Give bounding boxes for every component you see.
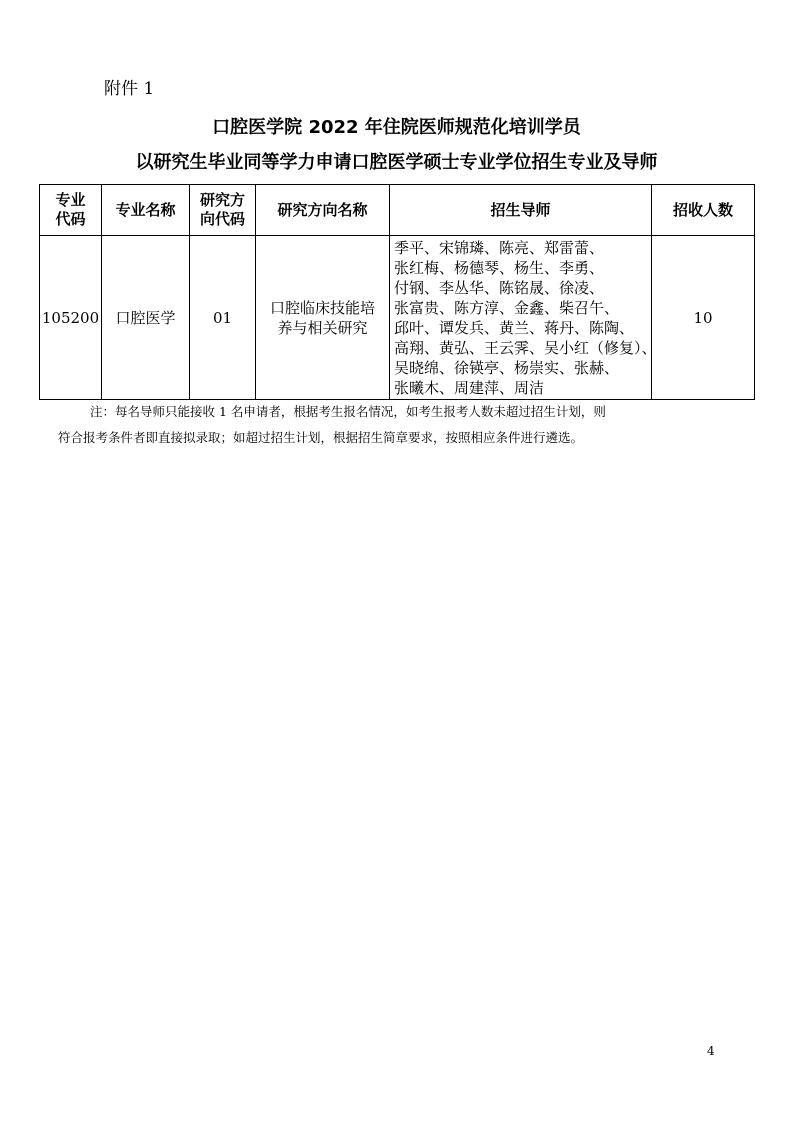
note-line-2: 符合报考条件者即直接拟录取；如超过招生计划，根据招生简章要求，按照相应条件进行遴选。 — [58, 430, 584, 445]
note-line-1: 注：每名导师只能接收 1 名申请者，根据考生报名情况，如考生报考人数未超过招生计划，则 — [90, 404, 606, 419]
mentor-line: 季平、宋锦璘、陈亮、郑雷蕾、 — [394, 238, 605, 257]
mentor-line: 吴晓绵、徐锳亭、杨崇实、张赫、 — [394, 358, 620, 377]
cell-major-code: 105200 — [40, 236, 102, 400]
header-major-code-line-2: 代码 — [55, 210, 86, 228]
table-row — [40, 236, 755, 400]
mentor-line: 张曦木、周建萍、周洁 — [394, 378, 545, 397]
mentor-line: 邱叶、谭发兵、黄兰、蒋丹、陈陶、 — [394, 318, 635, 337]
header-major-code — [40, 185, 102, 236]
enrollment-table — [39, 184, 755, 400]
direction-name-line-2: 养与相关研究 — [277, 318, 368, 337]
mentor-line: 张富贵、陈方淳、金鑫、柴召午、 — [394, 298, 620, 317]
header-direction-code-line-2: 向代码 — [199, 210, 245, 228]
page-number: 4 — [707, 1044, 715, 1058]
document-title-line-2: 以研究生毕业同等学力申请口腔医学硕士专业学位招生专业及导师 — [135, 152, 658, 173]
header-direction-code-line-1: 研究方 — [199, 191, 245, 209]
cell-direction-name — [256, 236, 390, 400]
header-mentors: 招生导师 — [390, 185, 652, 236]
header-major-code-line-1: 专业 — [55, 191, 86, 209]
cell-enrollment: 10 — [652, 236, 755, 400]
header-direction-code — [190, 185, 256, 236]
header-major-name: 专业名称 — [102, 185, 190, 236]
cell-mentors — [390, 236, 657, 400]
cell-direction-code: 01 — [190, 236, 256, 400]
mentor-line: 付钢、李丛华、陈铭晟、徐凌、 — [394, 278, 605, 297]
document-title-line-1: 口腔医学院 2022 年住院医师规范化培训学员 — [212, 117, 581, 138]
header-direction-name: 研究方向名称 — [256, 185, 390, 236]
cell-major-name: 口腔医学 — [102, 236, 190, 400]
direction-name-line-1: 口腔临床技能培 — [269, 298, 375, 317]
mentor-line: 高翔、黄弘、王云霁、吴小红（修复）、 — [394, 338, 657, 357]
attachment-label: 附件 1 — [104, 79, 155, 99]
mentor-line: 张红梅、杨德琴、杨生、李勇、 — [394, 258, 605, 277]
table-header-row — [40, 185, 755, 236]
header-enrollment: 招收人数 — [652, 185, 755, 236]
